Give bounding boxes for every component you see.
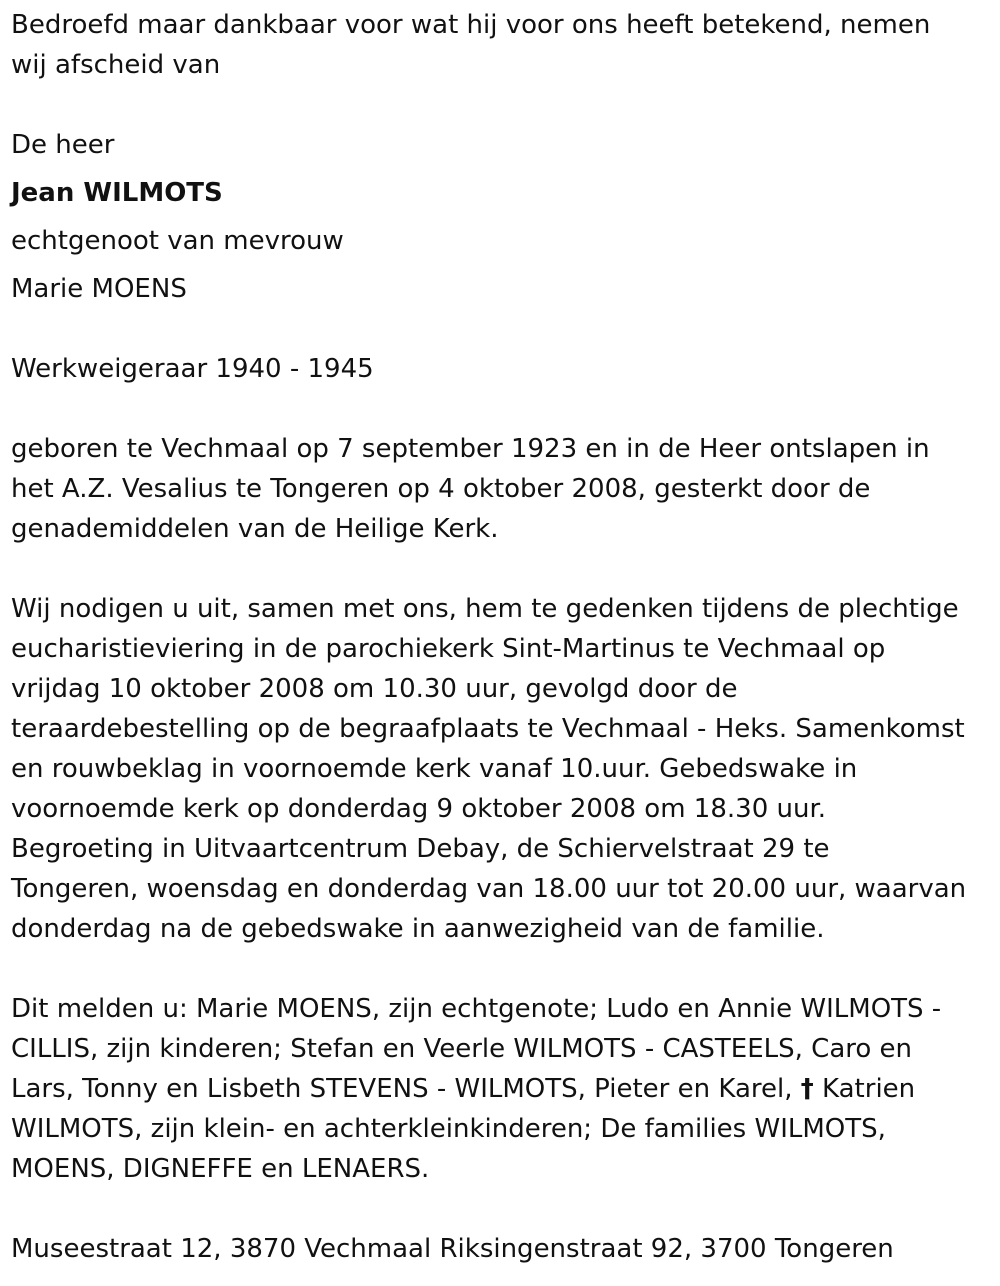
invitation-line-3: vrijdag 10 oktober 2008 om 10.30 uur, gevolgd door de bbox=[11, 674, 738, 704]
birth-death-line-2: het A.Z. Vesalius te Tongeren op 4 oktober 2008, gesterkt door de bbox=[11, 474, 871, 504]
addresses-line: Museestraat 12, 3870 Vechmaal Riksingenstraat 92, 3700 Tongeren bbox=[11, 1234, 894, 1264]
family-line-2: CILLIS, zijn kinderen; Stefan en Veerle WILMOTS - CASTEELS, Caro en bbox=[11, 1034, 913, 1064]
cross-icon: † bbox=[800, 1074, 814, 1104]
family-line-4: WILMOTS, zijn klein- en achterkleinkinderen; De families WILMOTS, bbox=[11, 1114, 886, 1144]
family-line-1: Dit melden u: Marie MOENS, zijn echtgenote; Ludo en Annie WILMOTS - bbox=[11, 994, 942, 1024]
invitation-line-5: en rouwbeklag in voornoemde kerk vanaf 10.uur. Gebedswake in bbox=[11, 754, 858, 784]
intro-paragraph bbox=[11, 5, 996, 85]
invitation-paragraph bbox=[11, 589, 996, 949]
invitation-line-7: Begroeting in Uitvaartcentrum Debay, de Schiervelstraat 29 te bbox=[11, 834, 830, 864]
invitation-line-2: eucharistieviering in de parochiekerk Sint-Martinus te Vechmaal op bbox=[11, 634, 886, 664]
birth-death-line-3: genademiddelen van de Heilige Kerk. bbox=[11, 514, 499, 544]
deceased-relation: echtgenoot van mevrouw bbox=[11, 226, 344, 256]
deceased-title: De heer bbox=[11, 130, 115, 160]
obituary-document bbox=[11, 5, 996, 1269]
intro-line-2: wij afscheid van bbox=[11, 50, 221, 80]
intro-line-1: Bedroefd maar dankbaar voor wat hij voor ons heeft betekend, nemen bbox=[11, 10, 931, 40]
invitation-line-6: voornoemde kerk op donderdag 9 oktober 2008 om 18.30 uur. bbox=[11, 794, 827, 824]
invitation-line-4: teraardebestelling op de begraafplaats te Vechmaal - Heks. Samenkomst bbox=[11, 714, 965, 744]
spouse-name: Marie MOENS bbox=[11, 274, 187, 304]
family-line-5: MOENS, DIGNEFFE en LENAERS. bbox=[11, 1154, 430, 1184]
family-line-3-after-cross: Katrien bbox=[813, 1074, 916, 1104]
invitation-line-9: donderdag na de gebedswake in aanwezigheid van de familie. bbox=[11, 914, 825, 944]
birth-death-line-1: geboren te Vechmaal op 7 september 1923 en in de Heer ontslapen in bbox=[11, 434, 930, 464]
birth-death-paragraph bbox=[11, 429, 996, 549]
invitation-line-1: Wij nodigen u uit, samen met ons, hem te gedenken tijdens de plechtige bbox=[11, 594, 959, 624]
family-paragraph bbox=[11, 989, 996, 1189]
deceased-block bbox=[11, 125, 996, 309]
family-line-3-before-cross: Lars, Tonny en Lisbeth STEVENS - WILMOTS, Pieter en Karel, bbox=[11, 1074, 801, 1104]
deceased-name: Jean WILMOTS bbox=[11, 178, 223, 208]
distinction-line: Werkweigeraar 1940 - 1945 bbox=[11, 354, 374, 384]
family-line-3 bbox=[11, 1069, 996, 1109]
invitation-line-8: Tongeren, woensdag en donderdag van 18.00 uur tot 20.00 uur, waarvan bbox=[11, 874, 967, 904]
